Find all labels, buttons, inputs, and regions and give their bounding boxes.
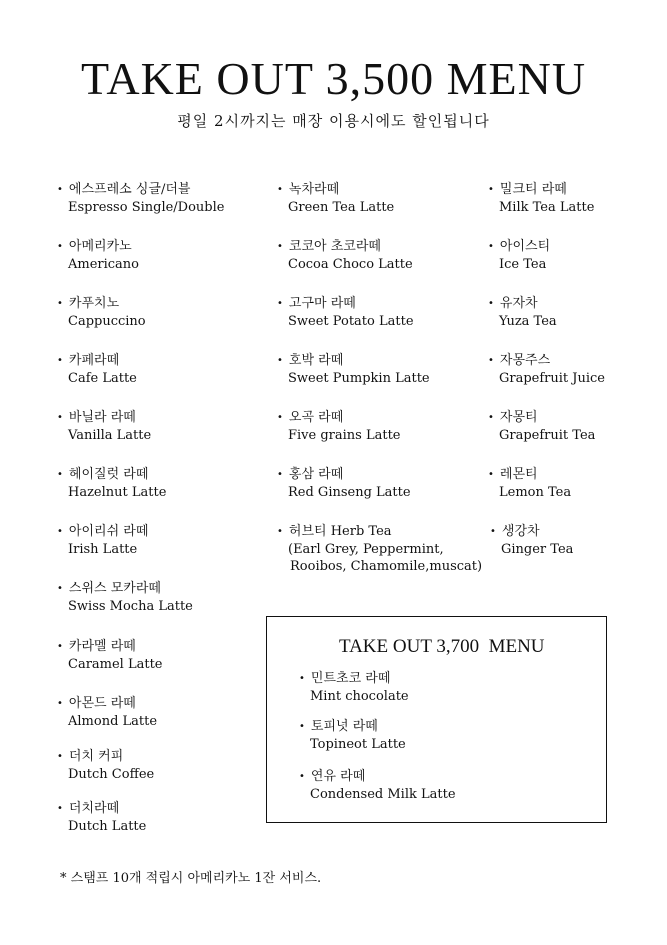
menu-item-almond-latte: • 아몬드 라떼 Almond Latte (57, 695, 157, 730)
special-item-condensed-milk-latte: • 연유 라떼 Condensed Milk Latte (299, 768, 456, 803)
menu-item-green-tea-latte: • 녹차라떼 Green Tea Latte (277, 181, 394, 216)
stamp-footnote: * 스탬프 10개 적립시 아메리카노 1잔 서비스. (60, 871, 322, 886)
menu-item-vanilla-latte: • 바닐라 라떼 Vanilla Latte (57, 409, 151, 444)
menu-item-lemon-tea: • 레몬티 Lemon Tea (488, 466, 571, 501)
menu-title: TAKE OUT 3,500 MENU (80, 53, 587, 104)
menu-item-ginger-tea: • 생강차 Ginger Tea (490, 523, 573, 558)
menu-item-cappuccino: • 카푸치노 Cappuccino (57, 295, 146, 330)
menu-item-espresso: • 에스프레소 싱글/더블 Espresso Single/Double (57, 181, 224, 216)
menu-item-herb-tea: • 허브티 Herb Tea (Earl Grey, Peppermint, Rooibos, Chamomile,muscat) (277, 523, 482, 575)
menu-item-dutch-latte: • 더치라떼 Dutch Latte (57, 800, 146, 835)
menu-item-hazelnut-latte: • 헤이질럿 라떼 Hazelnut Latte (57, 466, 166, 501)
menu-item-cocoa-choco-latte: • 코코아 초코라떼 Cocoa Choco Latte (277, 238, 413, 273)
menu-item-dutch-coffee: • 더치 커피 Dutch Coffee (57, 748, 154, 783)
menu-item-grapefruit-tea: • 자몽티 Grapefruit Tea (488, 409, 595, 444)
menu-item-sweet-pumpkin-latte: • 호박 라떼 Sweet Pumpkin Latte (277, 352, 430, 387)
menu-item-sweet-potato-latte: • 고구마 라떼 Sweet Potato Latte (277, 295, 414, 330)
menu-item-swiss-mocha-latte: • 스위스 모카라떼 Swiss Mocha Latte (57, 580, 193, 615)
discount-notice: 평일 2시까지는 매장 이용시에도 할인됩니다 (177, 112, 490, 130)
menu-item-caramel-latte: • 카라멜 라떼 Caramel Latte (57, 638, 163, 673)
menu-item-yuza-tea: • 유자차 Yuza Tea (488, 295, 557, 330)
special-menu-box (266, 616, 607, 823)
menu-item-cafe-latte: • 카페라떼 Cafe Latte (57, 352, 137, 387)
menu-item-five-grains-latte: • 오곡 라떼 Five grains Latte (277, 409, 401, 444)
menu-item-grapefruit-juice: • 자몽주스 Grapefruit Juice (488, 352, 605, 387)
menu-item-americano: • 아메리카노 Americano (57, 238, 139, 273)
menu-item-irish-latte: • 아이리쉬 라떼 Irish Latte (57, 523, 148, 558)
special-item-mint-chocolate: • 민트초코 라떼 Mint chocolate (299, 670, 409, 705)
special-menu-title: TAKE OUT 3,700 MENU (339, 636, 545, 657)
menu-item-ice-tea: • 아이스티 Ice Tea (488, 238, 550, 273)
menu-item-red-ginseng-latte: • 홍삼 라떼 Red Ginseng Latte (277, 466, 411, 501)
menu-item-milk-tea-latte: • 밀크티 라떼 Milk Tea Latte (488, 181, 594, 216)
special-item-topineot-latte: • 토피넛 라떼 Topineot Latte (299, 718, 406, 753)
